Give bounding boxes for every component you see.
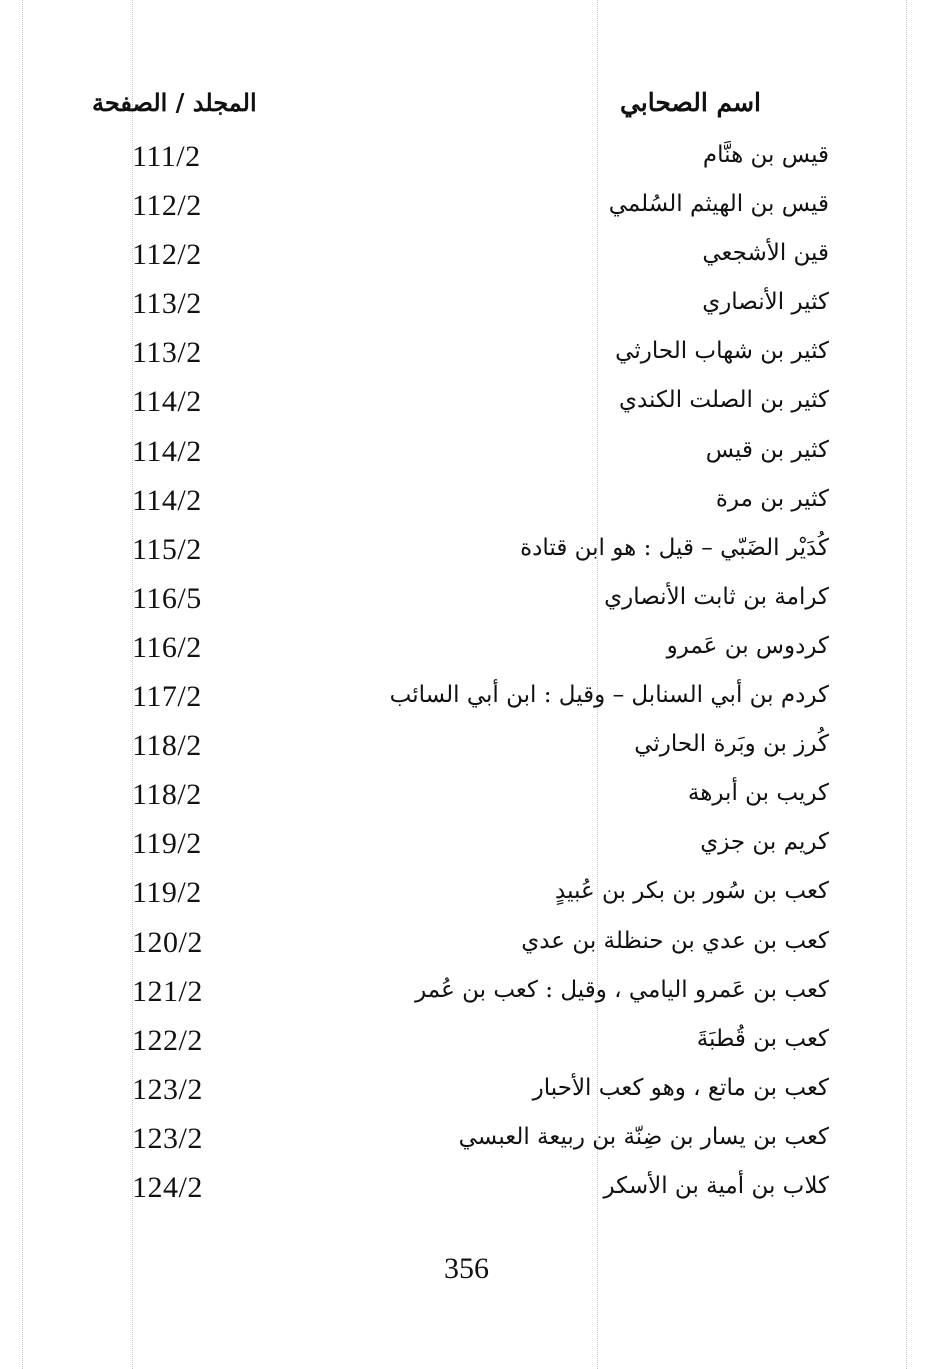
volume-page-ref: 111/2 [132,140,201,173]
table-row [0,140,933,189]
table-row [0,484,933,533]
table-row [0,729,933,778]
table-row [0,287,933,336]
companion-name: كعب بن ماتع ، وهو كعب الأحبار [532,1074,829,1101]
companion-name: قيس بن الهيثم السُلمي [608,191,829,218]
companion-name: كعب بن عدي بن حنظلة بن عدي [521,927,829,954]
volume-page-ref: 118/2 [132,729,202,763]
volume-page-ref: 112/2 [132,189,202,223]
table-row [0,1073,933,1122]
companion-name: كرامة بن ثابت الأنصاري [604,583,829,610]
volume-page-ref: 114/2 [132,483,202,517]
companion-name: كعب بن قُطبَةَ [696,1025,829,1052]
column-header-companion-name: اسم الصحابي [619,88,761,117]
volume-page-ref: 114/2 [132,434,202,468]
table-row [0,582,933,631]
volume-page-ref: 117/2 [132,680,202,714]
table-row [0,680,933,729]
volume-page-ref: 123/2 [132,1121,203,1155]
companion-name: كلاب بن أمية بن الأسكر [603,1172,829,1199]
table-header [0,88,933,128]
companion-name: كردم بن أبي السنابل – وقيل : ابن أبي السائب [389,682,829,709]
table-row [0,631,933,680]
volume-page-ref: 121/2 [132,974,203,1008]
volume-page-ref: 113/2 [132,287,202,321]
companion-name: كثير بن شهاب الحارثي [615,338,829,365]
table-row [0,533,933,582]
companion-name: كُدَيْر الضَبّي – قيل : هو ابن قتادة [520,534,829,561]
companion-name: كردوس بن عَمرو [666,632,829,659]
table-row [0,435,933,484]
companion-name: كُرز بن وبَرة الحارثي [634,731,829,758]
companion-name: كثير بن مرة [715,485,829,512]
volume-page-ref: 116/2 [132,630,202,664]
volume-page-ref: 112/2 [132,238,202,272]
companion-name: كريم بن جزي [700,829,829,856]
volume-page-ref: 119/2 [132,876,202,910]
volume-page-ref: 118/2 [132,778,202,812]
volume-page-ref: 114/2 [132,385,202,419]
companion-name: كريب بن أبرهة [687,780,829,807]
table-row [0,975,933,1024]
companion-name: كثير الأنصاري [702,289,829,316]
table-row [0,926,933,975]
volume-page-ref: 124/2 [132,1170,203,1204]
companion-name: قيس بن هنَّام [702,142,829,168]
index-table [0,140,933,1220]
table-row [0,1122,933,1171]
table-row [0,1171,933,1220]
companion-name: كثير بن الصلت الكندي [618,387,829,414]
volume-page-ref: 113/2 [132,336,202,370]
table-row [0,189,933,238]
page-number: 356 [444,1252,489,1285]
volume-page-ref: 120/2 [132,925,203,959]
table-row [0,827,933,876]
companion-name: قين الأشجعي [702,240,829,267]
companion-name: كعب بن عَمرو اليامي ، وقيل : كعب بن عُمر [415,976,829,1003]
table-row [0,336,933,385]
table-row [0,876,933,925]
companion-name: كعب بن يسار بن ضِنّة بن ربيعة العبسي [458,1123,829,1150]
table-row [0,385,933,434]
companion-name: كثير بن قيس [705,436,829,463]
companion-name: كعب بن سُور بن بكر بن عُبيدٍ [555,878,829,905]
table-row [0,778,933,827]
volume-page-ref: 119/2 [132,827,202,861]
volume-page-ref: 116/5 [132,581,202,615]
volume-page-ref: 123/2 [132,1072,203,1106]
column-header-volume-page: المجلد / الصفحة [92,88,257,117]
volume-page-ref: 122/2 [132,1023,203,1057]
table-row [0,238,933,287]
table-row [0,1024,933,1073]
volume-page-ref: 115/2 [132,532,202,566]
